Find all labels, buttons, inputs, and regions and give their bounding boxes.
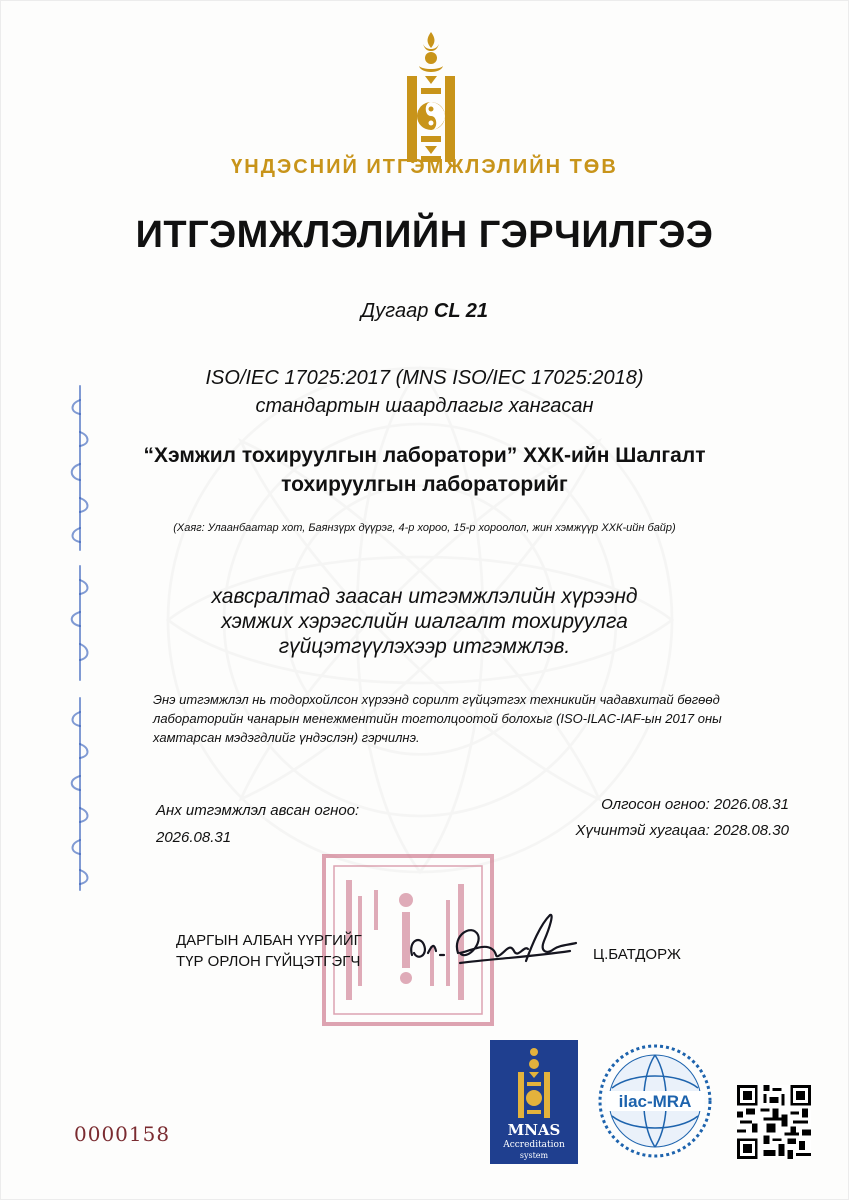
laboratory-name-line-2: тохируулгын лабораторийг <box>281 473 568 496</box>
issued-date: Олгосон огноо: 2026.08.31 <box>601 796 789 813</box>
scope-line-1: хавсралтад заасан итгэмжлэлийн хүрээнд <box>211 585 638 608</box>
signatory-title-line-2: ТҮР ОРЛОН ГҮЙЦЭТГЭГЧ <box>176 953 361 970</box>
ilac-logo-text: ilac-MRA <box>618 1092 692 1111</box>
first-accreditation-date: 2026.08.31 <box>156 829 232 846</box>
first-accreditation-label: Анх итгэмжлэл авсан огноо: <box>156 802 360 819</box>
ilac-mra-logo-icon <box>596 1042 714 1160</box>
scope-line-3: гүйцэтгүүлэхээр итгэмжлэв. <box>278 635 571 658</box>
mnas-accreditation-logo-icon <box>490 1040 578 1164</box>
scope-line-2: хэмжих хэрэгслийн шалгалт тохируулга <box>221 610 628 633</box>
mnas-logo-subtext: Accreditation <box>503 1140 565 1150</box>
organization-name: ҮНДЭСНИЙ ИТГЭМЖЛЭЛИЙН ТӨВ <box>231 156 618 178</box>
accreditation-statement: Энэ итгэмжлэл нь тодорхойлсон хүрээнд сорилт гүйцэтгэх техникийн чадавхитай бөгөөд лабораторийн чанарын менежментийн тогтолцоотой болохыг (ISO-ILAC-IAF-ын 2017 оны хамтарсан мэдэгдлийг үндэслэн) гэрчилнэ. <box>153 692 722 745</box>
standard-line-1: ISO/IEC 17025:2017 (MNS ISO/IEC 17025:2018) <box>205 367 644 389</box>
standard-line-2: стандартын шаардлагыг хангасан <box>255 395 594 417</box>
qr-code-icon[interactable] <box>737 1085 811 1159</box>
soyombo-emblem-icon <box>395 30 467 170</box>
certificate-title: ИТГЭМЖЛЭЛИЙН ГЭРЧИЛГЭЭ <box>135 214 714 256</box>
laboratory-address: (Хаяг: Улаанбаатар хот, Баянзүрх дүүрэг, 4-р хороо, 15-р хороолол, жин хэмжүүр ХХК-ийн байр) <box>173 522 676 534</box>
handwritten-signature-icon <box>400 905 585 970</box>
signatory-title-line-1: ДАРГЫН АЛБАН ҮҮРГИЙГ <box>176 932 362 949</box>
mnas-logo-text: MNAS <box>507 1121 561 1139</box>
laboratory-name-line-1: “Хэмжил тохируулгын лаборатори” ХХК-ийн Шалгалт <box>143 444 706 467</box>
valid-until-date: Хүчинтэй хугацаа: 2028.08.30 <box>575 822 789 839</box>
mnas-logo-subtext-2: system <box>519 1151 549 1160</box>
certificate-number-prefix: Дугаар <box>361 300 429 322</box>
certificate-number <box>0 300 849 323</box>
mongolian-script-watermark-icon <box>60 380 100 900</box>
signatory-name: Ц.БАТДОРЖ <box>593 946 681 963</box>
certificate-number-value: CL 21 <box>433 300 488 322</box>
serial-number: 0000158 <box>74 1122 171 1146</box>
